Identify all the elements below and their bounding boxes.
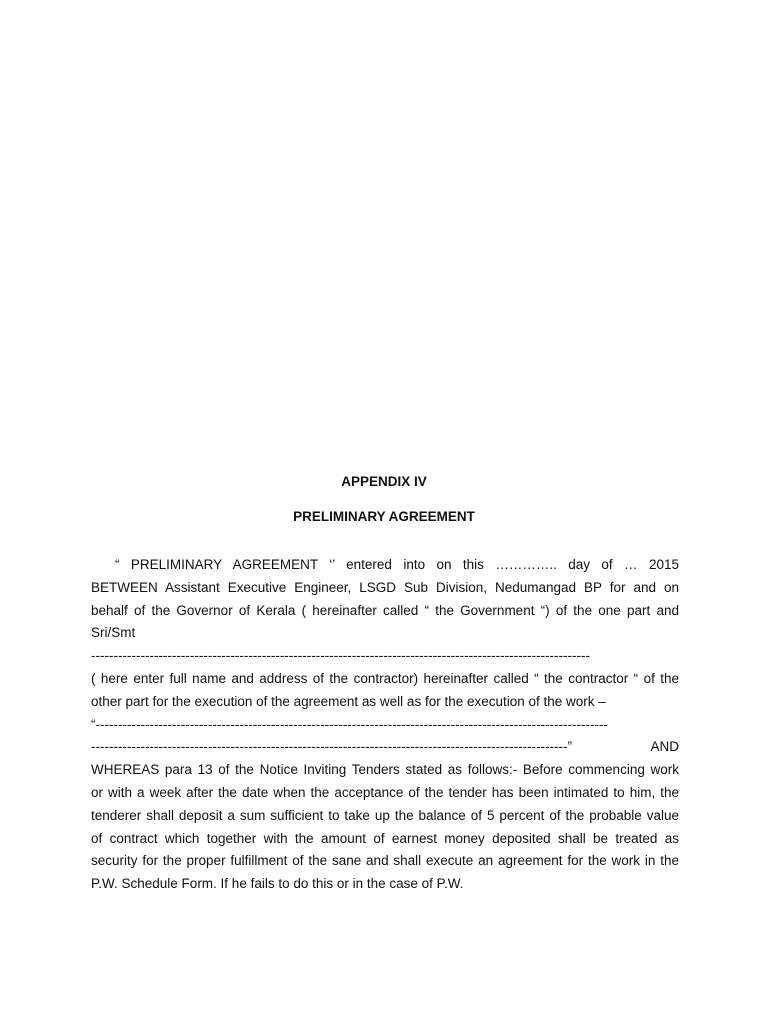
body-line: security for the proper fulfillment of the sane and shall execute an agreement for the work in the bbox=[91, 853, 679, 869]
body-line: of contract which together with the amount of earnest money deposited shall be treated as bbox=[91, 830, 679, 846]
agreement-title: PRELIMINARY AGREEMENT bbox=[293, 509, 475, 524]
body-line: WHEREAS para 13 of the Notice Inviting Tenders stated as follows:- Before commencing work bbox=[91, 762, 679, 778]
body-line: P.W. Schedule Form. If he fails to do this or in the case of P.W. bbox=[91, 876, 464, 892]
body-line: tenderer shall deposit a sum sufficient to take up the balance of 5 percent of the probable value bbox=[91, 807, 679, 823]
appendix-title: APPENDIX IV bbox=[341, 474, 427, 489]
dashed-blank-line: “------------------------------------------------------------------------------------------------------------------ bbox=[91, 716, 608, 732]
agreement-body bbox=[91, 554, 679, 896]
body-line: other part for the execution of the agreement as well as for the execution of the work – bbox=[91, 693, 606, 709]
dashed-blank-line: --------------------------------------------------------------------------------------------------------------- bbox=[91, 648, 591, 664]
body-line: or with a week after the date when the acceptance of the tender has been intimated to him, the bbox=[91, 784, 679, 800]
body-line: Sri/Smt bbox=[91, 625, 136, 641]
body-line: behalf of the Governor of Kerala ( hereinafter called “ the Government “) of the one part and bbox=[91, 602, 679, 618]
dashed-blank-line: ----------------------------------------------------------------------------------------------------------” AND bbox=[91, 739, 679, 755]
body-line: BETWEEN Assistant Executive Engineer, LSGD Sub Division, Nedumangad BP for and on bbox=[91, 579, 679, 595]
body-line: ( here enter full name and address of the contractor) hereinafter called “ the contractor “ of the bbox=[91, 670, 679, 686]
body-line: “ PRELIMINARY AGREEMENT ‘’ entered into on this ………….. day of … 2015 bbox=[115, 557, 679, 572]
